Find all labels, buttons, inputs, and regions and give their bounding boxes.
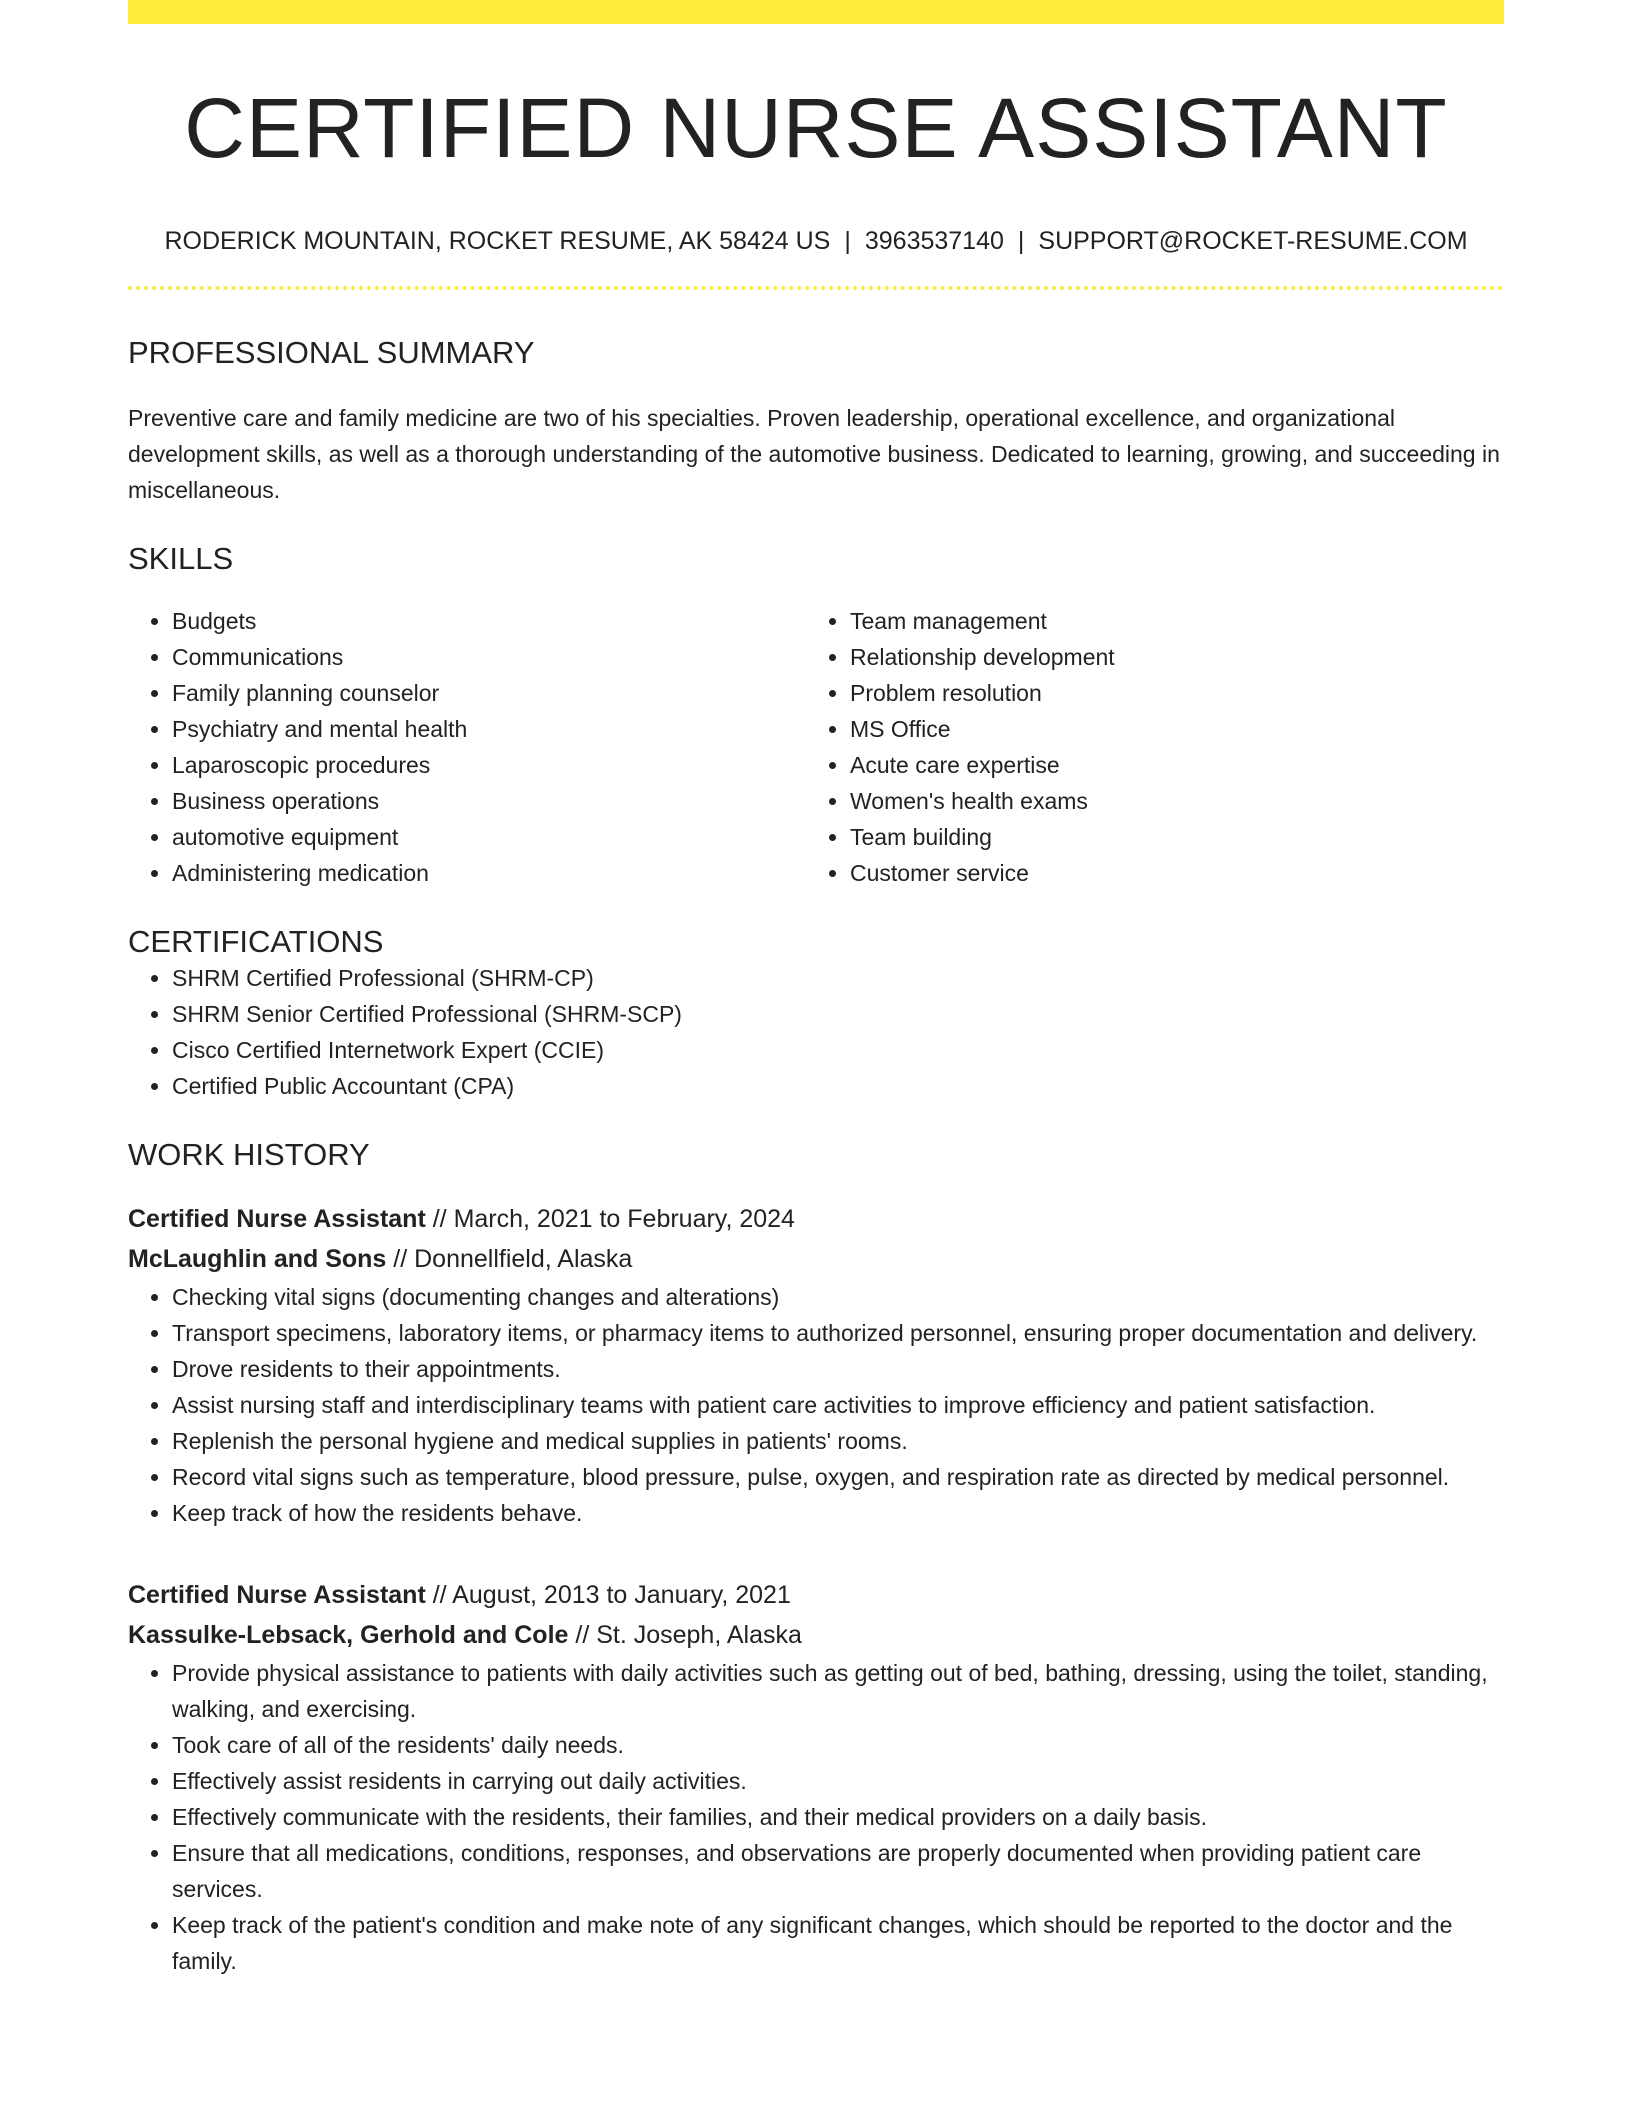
job-title: Certified Nurse Assistant xyxy=(128,1205,426,1234)
list-item: • Communications xyxy=(172,639,806,675)
job-title-line xyxy=(128,1575,1504,1615)
list-item: • automotive equipment xyxy=(172,819,806,855)
list-item: • Transport specimens, laboratory items, or pharmacy items to authorized personnel, ensuring proper documentation and delivery. xyxy=(172,1315,1504,1351)
list-item: • MS Office xyxy=(850,711,1484,747)
job-company: Kassulke-Lebsack, Gerhold and Cole xyxy=(128,1621,569,1650)
job-location: // St. Joseph, Alaska xyxy=(568,1621,802,1650)
job-entry xyxy=(128,1199,1504,1531)
list-item: • Took care of all of the residents' daily needs. xyxy=(172,1727,1504,1763)
list-item: • Replenish the personal hygiene and medical supplies in patients' rooms. xyxy=(172,1423,1504,1459)
job-title-line xyxy=(128,1199,1504,1239)
job-entry xyxy=(128,1575,1504,1979)
list-item: • Effectively assist residents in carrying out daily activities. xyxy=(172,1763,1504,1799)
skills-heading: SKILLS xyxy=(128,540,234,576)
summary-heading: PROFESSIONAL SUMMARY xyxy=(128,335,535,371)
dotted-divider xyxy=(128,286,1504,290)
job-company-line xyxy=(128,1239,1504,1279)
list-item: • Provide physical assistance to patients with daily activities such as getting out of bed, bathing, dressing, using the toilet, standing, walking, and exercising. xyxy=(172,1655,1504,1727)
list-item: • Relationship development xyxy=(850,639,1484,675)
job-company: McLaughlin and Sons xyxy=(128,1245,387,1274)
contact-separator: | xyxy=(844,227,851,256)
list-item: • Checking vital signs (documenting changes and alterations) xyxy=(172,1279,1504,1315)
job-title: Certified Nurse Assistant xyxy=(128,1581,426,1610)
list-item: • Keep track of the patient's condition and make note of any significant changes, which should be reported to the doctor and the family. xyxy=(172,1907,1504,1979)
list-item: • Women's health exams xyxy=(850,783,1484,819)
list-item: • Business operations xyxy=(172,783,806,819)
skills-list-left xyxy=(128,603,806,891)
job-duties-list xyxy=(128,1655,1504,1979)
list-item: • Problem resolution xyxy=(850,675,1484,711)
list-item: • Administering medication xyxy=(172,855,806,891)
work-history-heading: WORK HISTORY xyxy=(128,1136,370,1172)
contact-line xyxy=(128,226,1504,256)
list-item: • Record vital signs such as temperature, blood pressure, pulse, oxygen, and respiration rate as directed by medical personnel. xyxy=(172,1459,1504,1495)
list-item: • Customer service xyxy=(850,855,1484,891)
job-dates: // March, 2021 to February, 2024 xyxy=(425,1205,795,1234)
list-item: • Laparoscopic procedures xyxy=(172,747,806,783)
list-item: • SHRM Senior Certified Professional (SHRM-SCP) xyxy=(172,996,1504,1032)
list-item: • Assist nursing staff and interdisciplinary teams with patient care activities to improve efficiency and patient satisfaction. xyxy=(172,1387,1504,1423)
list-item: • Family planning counselor xyxy=(172,675,806,711)
list-item: • Ensure that all medications, conditions, responses, and observations are properly documented when providing patient care services. xyxy=(172,1835,1504,1907)
contact-phone: 3963537140 xyxy=(864,227,1004,256)
list-item: • Keep track of how the residents behave. xyxy=(172,1495,1504,1531)
list-item: • SHRM Certified Professional (SHRM-CP) xyxy=(172,960,1504,996)
list-item: • Budgets xyxy=(172,603,806,639)
skills-column-left xyxy=(128,603,806,891)
list-item: • Team management xyxy=(850,603,1484,639)
skills-column-right xyxy=(806,603,1484,891)
certifications-heading: CERTIFICATIONS xyxy=(128,923,384,959)
job-company-line xyxy=(128,1615,1504,1655)
skills-columns xyxy=(128,603,1504,891)
job-location: // Donnellfield, Alaska xyxy=(386,1245,633,1274)
list-item: • Certified Public Accountant (CPA) xyxy=(172,1068,1504,1104)
list-item: • Psychiatry and mental health xyxy=(172,711,806,747)
resume-title: CERTIFIED NURSE ASSISTANT xyxy=(184,81,1448,175)
certifications-list xyxy=(128,960,1504,1104)
resume-page xyxy=(128,0,1504,1979)
summary-text: Preventive care and family medicine are two of his specialties. Proven leadership, operational excellence, and organizational development skills, as well as a thorough understanding of the automotive business. Dedicated to learning, growing, and succeeding in miscellaneous. xyxy=(128,404,1500,503)
list-item: • Acute care expertise xyxy=(850,747,1484,783)
contact-email: SUPPORT@ROCKET-RESUME.COM xyxy=(1038,227,1468,256)
list-item: • Drove residents to their appointments. xyxy=(172,1351,1504,1387)
skills-list-right xyxy=(806,603,1484,891)
list-item: • Team building xyxy=(850,819,1484,855)
job-dates: // August, 2013 to January, 2021 xyxy=(425,1581,791,1610)
contact-address: RODERICK MOUNTAIN, ROCKET RESUME, AK 58424 US xyxy=(164,227,831,256)
contact-separator: | xyxy=(1017,227,1025,256)
accent-top-bar xyxy=(128,0,1504,24)
list-item: • Cisco Certified Internetwork Expert (CCIE) xyxy=(172,1032,1504,1068)
job-duties-list xyxy=(128,1279,1504,1531)
list-item: • Effectively communicate with the residents, their families, and their medical providers on a daily basis. xyxy=(172,1799,1504,1835)
